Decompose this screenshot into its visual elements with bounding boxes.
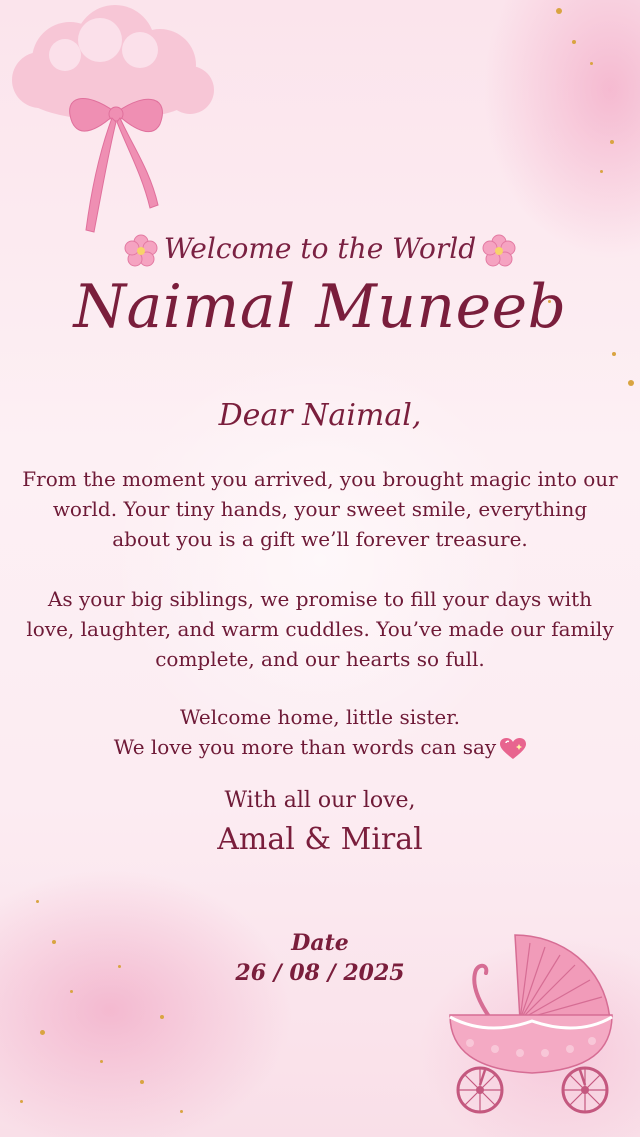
paragraph-2: As your big siblings, we promise to fill your days with love, laughter, and warm cuddles. You’ve made our family complete, and our hearts so full.	[26, 587, 614, 671]
sparkling-heart-icon	[500, 738, 526, 760]
date-value: 26 / 08 / 2025	[235, 960, 405, 986]
cherry-blossom-icon	[124, 234, 158, 268]
paragraph-3-line-2: We love you more than words can say	[113, 735, 497, 759]
paragraph-1: From the moment you arrived, you brought magic into our world. Your tiny hands, your sweet smile, everything about you is a gift we’ll forever treasure.	[22, 467, 618, 551]
welcome-heading	[0, 232, 640, 268]
paragraph-3-line-1: Welcome home, little sister.	[180, 705, 460, 729]
welcome-text: Welcome to the World	[163, 232, 477, 265]
closing: With all our love,	[224, 788, 416, 813]
paragraph-3	[0, 702, 640, 762]
cherry-blossom-icon	[482, 234, 516, 268]
date-label: Date	[291, 930, 349, 956]
greeting: Dear Naimal,	[218, 398, 422, 433]
cloud-bow-illustration	[0, 0, 230, 240]
baby-pram-illustration	[440, 925, 620, 1120]
baby-name: Naimal Muneeb	[73, 272, 567, 342]
signature: Amal & Miral	[217, 822, 423, 857]
paragraph-3-line-2-wrap	[22, 732, 618, 762]
